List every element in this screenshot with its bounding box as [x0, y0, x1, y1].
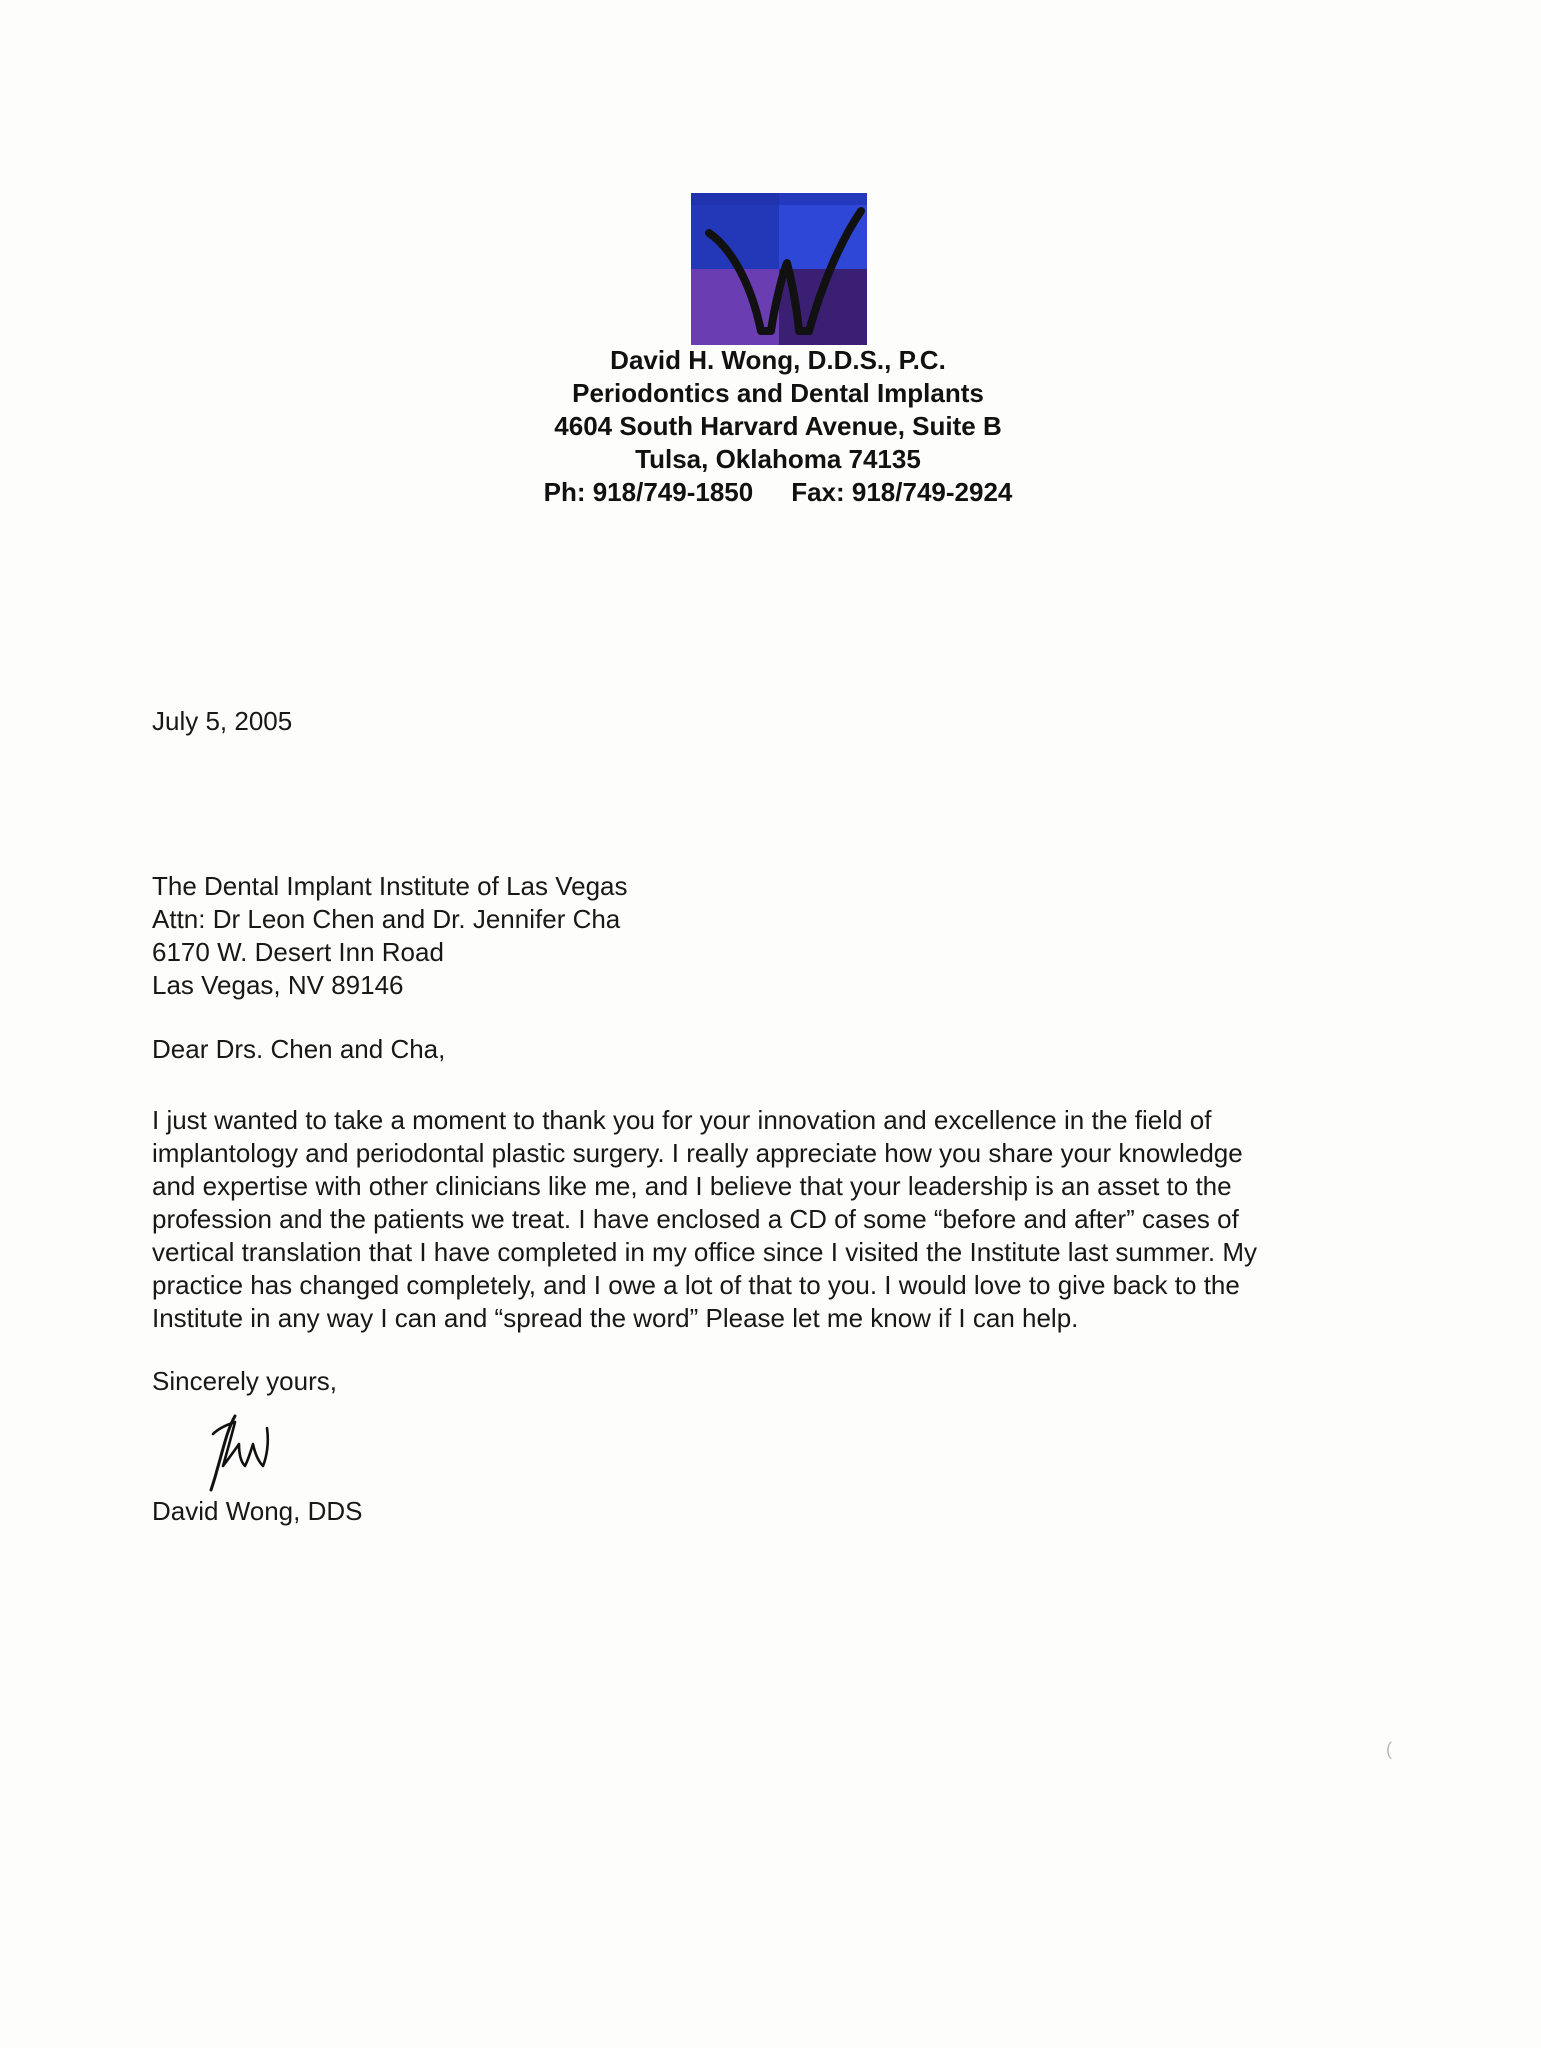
scan-mark: (: [1386, 1739, 1392, 1759]
practice-city: Tulsa, Oklahoma 74135: [635, 444, 921, 474]
recipient-street: 6170 W. Desert Inn Road: [152, 937, 444, 967]
recipient-address: [152, 870, 628, 1002]
body-line: and expertise with other clinicians like me, and I believe that your leadership is an asset to the: [152, 1171, 1232, 1201]
practice-name: David H. Wong, D.D.S., P.C.: [610, 345, 946, 375]
handwritten-signature: [205, 1410, 283, 1494]
letterhead: [370, 344, 1186, 509]
signer-name: David Wong, DDS: [152, 1496, 363, 1526]
practice-specialty: Periodontics and Dental Implants: [572, 378, 984, 408]
recipient-attn: Attn: Dr Leon Chen and Dr. Jennifer Cha: [152, 904, 621, 934]
closing: Sincerely yours,: [152, 1366, 337, 1396]
body-line: practice has changed completely, and I owe a lot of that to you. I would love to give back to the: [152, 1270, 1240, 1300]
contact-line: [370, 476, 1186, 509]
fax-number: Fax: 918/749-2924: [791, 477, 1013, 507]
w-monogram-logo: [691, 193, 867, 345]
body-line: Institute in any way I can and “spread the word” Please let me know if I can help.: [152, 1303, 1079, 1333]
letter-body: [152, 1104, 1402, 1335]
body-line: vertical translation that I have completed in my office since I visited the Institute last summer. My: [152, 1237, 1257, 1267]
recipient-city: Las Vegas, NV 89146: [152, 970, 404, 1000]
letter-date: July 5, 2005: [152, 706, 293, 736]
body-line: profession and the patients we treat. I have enclosed a CD of some “before and after” cases of: [152, 1204, 1239, 1234]
recipient-org: The Dental Implant Institute of Las Vegas: [152, 871, 628, 901]
body-line: I just wanted to take a moment to thank you for your innovation and excellence in the field of: [152, 1105, 1212, 1135]
body-line: implantology and periodontal plastic surgery. I really appreciate how you share your knowledge: [152, 1138, 1243, 1168]
practice-street: 4604 South Harvard Avenue, Suite B: [554, 411, 1002, 441]
phone-number: Ph: 918/749-1850: [543, 477, 754, 507]
salutation: Dear Drs. Chen and Cha,: [152, 1034, 446, 1064]
